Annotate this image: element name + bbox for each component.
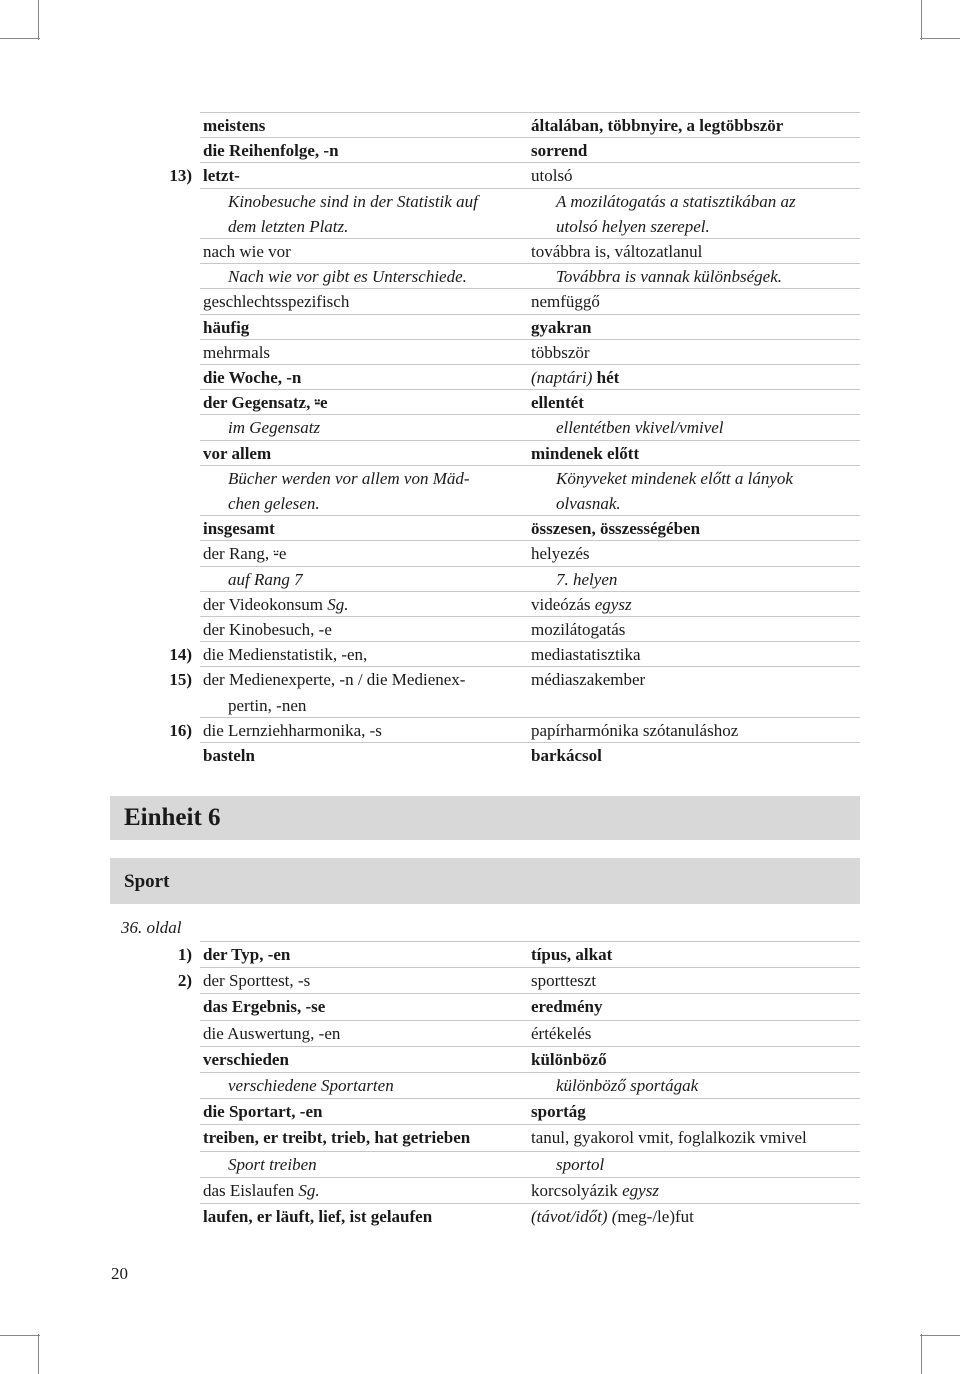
unit-subtitle: Sport: [124, 871, 170, 892]
german-term: [203, 415, 320, 440]
hungarian-translation: [531, 718, 738, 743]
german-term: [203, 214, 348, 239]
german-term: [203, 743, 255, 768]
german-term-text: Kinobesuche sind in der Statistik auf: [228, 191, 478, 211]
german-term: [203, 592, 349, 617]
german-term-text: die Reihenfolge, -n: [203, 141, 339, 161]
vocab-row: [0, 994, 960, 1019]
hungarian-translation-text: utolsó: [531, 166, 573, 186]
german-term-text: Bücher werden vor allem von Mäd-: [228, 468, 470, 488]
hungarian-translation: [531, 642, 641, 667]
german-term-text: geschlechtsspezifisch: [203, 292, 350, 312]
hungarian-translation: [531, 466, 793, 491]
german-term-text: Sport treiben: [228, 1154, 317, 1174]
hungarian-translation-text: helyezés: [531, 544, 590, 564]
hungarian-translation-text: sportol: [556, 1154, 605, 1174]
german-term: [203, 642, 367, 667]
unit-title-band: [110, 796, 860, 840]
hungarian-translation-text: különböző sportágak: [556, 1076, 699, 1095]
hungarian-translation: [531, 214, 710, 239]
german-term-note: Sg.: [298, 1180, 320, 1200]
hungarian-translation: [531, 163, 573, 188]
german-term: [203, 239, 291, 264]
hungarian-translation-text: hét: [596, 368, 620, 387]
hungarian-translation: [531, 289, 600, 314]
german-term: [203, 163, 240, 188]
german-term-text: häufig: [203, 317, 250, 337]
vocab-row: [0, 516, 960, 541]
german-term-text: der Rang, ⸚e: [203, 544, 287, 564]
hungarian-translation-text: olvasnak.: [556, 494, 621, 513]
hungarian-translation-text: Továbbra is vannak különbségek.: [556, 267, 783, 287]
german-term-text: pertin, -nen: [228, 695, 307, 715]
german-term-text: die Medienstatistik, -en,: [203, 645, 368, 665]
german-term-text: im Gegensatz: [228, 418, 321, 438]
german-term-text: basteln: [203, 746, 255, 765]
hungarian-translation: [531, 1125, 807, 1150]
german-term-text: laufen, er läuft, lief, ist gelaufen: [203, 1207, 433, 1226]
hungarian-translation-text: mindenek előtt: [531, 443, 640, 463]
hungarian-translation: [531, 667, 645, 692]
german-term: [203, 1125, 470, 1150]
german-term-text: der Gegensatz, ⸚e: [203, 393, 328, 413]
hungarian-translation: [531, 390, 584, 415]
hungarian-translation: [531, 968, 596, 993]
german-term: [203, 1099, 322, 1124]
hungarian-translation: [531, 942, 612, 967]
hungarian-translation: [531, 491, 621, 516]
hungarian-translation-text: videózás: [531, 594, 595, 614]
crop-mark: [38, 0, 39, 40]
hungarian-translation: [531, 365, 619, 390]
german-term-text: die Woche, -n: [203, 368, 302, 387]
vocab-row: [0, 138, 960, 163]
german-term-text: treiben, er treibt, trieb, hat getrieben: [203, 1128, 471, 1148]
hungarian-translation: [531, 592, 632, 617]
hungarian-translation-text: összesen, összességében: [531, 519, 701, 539]
hungarian-translation: [531, 516, 700, 541]
german-term: [203, 1021, 340, 1046]
vocab-row: [0, 743, 960, 768]
german-term-note: Sg.: [327, 594, 349, 614]
german-term-text: die Lernziehharmonika, -s: [203, 720, 382, 740]
hungarian-translation-text: papírharmónika szótanuláshoz: [531, 720, 739, 740]
german-term: [203, 1152, 317, 1177]
german-term-text: mehrmals: [203, 342, 271, 362]
vocab-row: [0, 239, 960, 264]
hungarian-translation: [531, 994, 602, 1019]
vocab-row: [0, 642, 960, 667]
vocab-row: [0, 1073, 960, 1098]
hungarian-translation: [531, 264, 782, 289]
hungarian-translation: [531, 415, 724, 440]
hungarian-translation-text: korcsolyázik: [531, 1180, 623, 1200]
german-term: [203, 541, 286, 566]
hungarian-translation-text: sportteszt: [531, 971, 597, 991]
vocab-row: [0, 1099, 960, 1124]
german-term: [203, 365, 301, 390]
hungarian-translation-text: nemfüggő: [531, 292, 600, 312]
hungarian-translation-text: eredmény: [531, 997, 603, 1017]
vocab-row: [0, 390, 960, 415]
hungarian-translation: [531, 189, 796, 214]
vocab-row: [0, 1204, 960, 1229]
hungarian-translation-note: egysz: [622, 1180, 659, 1200]
page-number: 20: [111, 1264, 128, 1283]
item-number: 13): [169, 166, 192, 186]
vocab-row: [0, 491, 960, 516]
hungarian-translation-text: mozilátogatás: [531, 620, 626, 639]
vocab-row: [0, 441, 960, 466]
german-term: [203, 189, 478, 214]
crop-mark: [920, 1335, 960, 1336]
german-term: [203, 138, 339, 163]
german-term: [203, 693, 306, 718]
hungarian-translation: [531, 113, 783, 138]
hungarian-translation-text: A mozilátogatás a statisztikában az: [556, 191, 796, 211]
hungarian-translation: [531, 567, 617, 592]
hungarian-translation-text: 7. helyen: [556, 569, 618, 589]
hungarian-translation: [531, 138, 587, 163]
vocab-row: [0, 1152, 960, 1177]
german-term: [203, 340, 270, 365]
vocab-row: [0, 264, 960, 289]
vocab-row: [0, 315, 960, 340]
german-term: [203, 1178, 320, 1203]
german-term: [203, 718, 382, 743]
german-term-text: die Auswertung, -en: [203, 1023, 341, 1043]
german-term-text: der Typ, -en: [203, 945, 291, 964]
hungarian-translation-note: (távot/időt) (: [531, 1207, 618, 1226]
hungarian-translation: [531, 617, 625, 642]
german-term-text: die Sportart, -en: [203, 1102, 323, 1122]
german-term: [203, 1204, 432, 1229]
hungarian-translation-text: utolsó helyen szerepel.: [556, 216, 710, 236]
hungarian-translation: [531, 743, 602, 768]
german-term-text: verschiedene Sportarten: [228, 1076, 394, 1095]
german-term: [203, 441, 271, 466]
german-term-text: Nach wie vor gibt es Unterschiede.: [228, 267, 467, 287]
german-term: [203, 491, 320, 516]
german-term-text: der Kinobesuch, -e: [203, 620, 332, 639]
german-term-text: verschieden: [203, 1049, 289, 1069]
hungarian-translation: [531, 340, 590, 365]
german-term: [203, 289, 349, 314]
item-number: 16): [169, 720, 192, 740]
hungarian-translation-text: gyakran: [531, 317, 592, 337]
page-reference: 36. oldal: [121, 918, 182, 937]
vocab-row: [0, 942, 960, 967]
german-term: [203, 968, 310, 993]
crop-mark: [920, 38, 960, 39]
hungarian-translation: [531, 315, 591, 340]
vocab-row: [0, 1021, 960, 1046]
unit-subtitle-band: [110, 858, 860, 904]
german-term-text: dem letzten Platz.: [228, 216, 349, 236]
hungarian-translation: [531, 541, 590, 566]
crop-mark: [0, 38, 40, 39]
vocab-row: [0, 365, 960, 390]
vocab-row: [0, 718, 960, 743]
hungarian-translation: [531, 1073, 698, 1098]
german-term: [203, 516, 275, 541]
hungarian-translation-text: különböző: [531, 1049, 607, 1069]
vocab-row: [0, 466, 960, 491]
german-term: [203, 567, 303, 592]
crop-mark: [38, 1334, 39, 1374]
german-term: [203, 1073, 394, 1098]
item-number: 14): [169, 645, 192, 665]
hungarian-translation-text: értékelés: [531, 1023, 592, 1043]
hungarian-translation-text: sportág: [531, 1102, 586, 1122]
vocab-row: [0, 667, 960, 692]
german-term-text: der Medienexperte, -n / die Medienex-: [203, 670, 466, 690]
german-term-text: chen gelesen.: [228, 494, 320, 513]
german-term: [203, 667, 465, 692]
hungarian-translation: [531, 239, 702, 264]
hungarian-translation-text: barkácsol: [531, 746, 602, 765]
hungarian-translation-text: típus, alkat: [531, 945, 613, 964]
hungarian-translation-text: tanul, gyakorol vmit, foglalkozik vmivel: [531, 1128, 807, 1148]
vocab-row: [0, 1178, 960, 1203]
hungarian-translation-text: ellentét: [531, 393, 584, 413]
german-term: [203, 1047, 289, 1072]
german-term-text: auf Rang 7: [228, 569, 303, 589]
vocab-row: [0, 693, 960, 718]
hungarian-translation: [531, 1099, 586, 1124]
hungarian-translation-text: Könyveket mindenek előtt a lányok: [556, 468, 793, 488]
german-term: [203, 315, 249, 340]
hungarian-translation-text: ellentétben vkivel/vmivel: [556, 418, 724, 438]
german-term-text: insgesamt: [203, 519, 275, 539]
vocab-row: [0, 617, 960, 642]
german-term-text: der Sporttest, -s: [203, 971, 311, 991]
hungarian-translation: [531, 1047, 607, 1072]
hungarian-translation-text: sorrend: [531, 141, 588, 161]
german-term: [203, 113, 265, 138]
german-term: [203, 994, 325, 1019]
vocab-row: [0, 1047, 960, 1072]
vocab-row: [0, 1125, 960, 1150]
hungarian-translation-note: egysz: [594, 594, 632, 614]
hungarian-translation-text: továbbra is, változatlanul: [531, 242, 703, 261]
vocab-row: [0, 340, 960, 365]
hungarian-translation-text: médiaszakember: [531, 670, 646, 690]
german-term-text: vor allem: [203, 443, 272, 463]
german-term: [203, 942, 290, 967]
hungarian-translation-text: meg-/le)fut: [617, 1207, 694, 1226]
vocab-row: [0, 415, 960, 440]
german-term: [203, 264, 467, 289]
vocab-row: [0, 189, 960, 214]
german-term-text: das Ergebnis, -se: [203, 997, 326, 1017]
vocab-row: [0, 289, 960, 314]
hungarian-translation-text: mediastatisztika: [531, 645, 641, 665]
vocab-row: [0, 163, 960, 188]
vocab-row: [0, 214, 960, 239]
german-term: [203, 390, 328, 415]
german-term-text: meistens: [203, 116, 266, 135]
german-term-text: der Videokonsum: [203, 594, 328, 614]
crop-mark: [921, 0, 922, 40]
hungarian-translation-text: többször: [531, 342, 590, 362]
unit-title: Einheit 6: [124, 804, 221, 831]
vocab-row: [0, 592, 960, 617]
item-number: 15): [169, 670, 192, 690]
hungarian-translation: [531, 1178, 659, 1203]
crop-mark: [0, 1335, 40, 1336]
german-term-text: das Eislaufen: [203, 1180, 299, 1200]
vocab-row: [0, 113, 960, 138]
hungarian-translation: [531, 1204, 694, 1229]
item-number: 1): [177, 945, 192, 964]
german-term: [203, 466, 470, 491]
german-term-text: letzt-: [203, 166, 240, 186]
item-number: 2): [177, 971, 192, 991]
vocab-row: [0, 968, 960, 993]
german-term-text: nach wie vor: [203, 242, 291, 261]
german-term: [203, 617, 332, 642]
hungarian-translation: [531, 1152, 604, 1177]
vocab-row: [0, 567, 960, 592]
vocab-row: [0, 541, 960, 566]
hungarian-translation-text: általában, többnyire, a legtöbbször: [531, 116, 784, 135]
hungarian-translation: [531, 1021, 591, 1046]
hungarian-translation-note: (naptári): [531, 368, 597, 387]
hungarian-translation: [531, 441, 639, 466]
crop-mark: [921, 1334, 922, 1374]
